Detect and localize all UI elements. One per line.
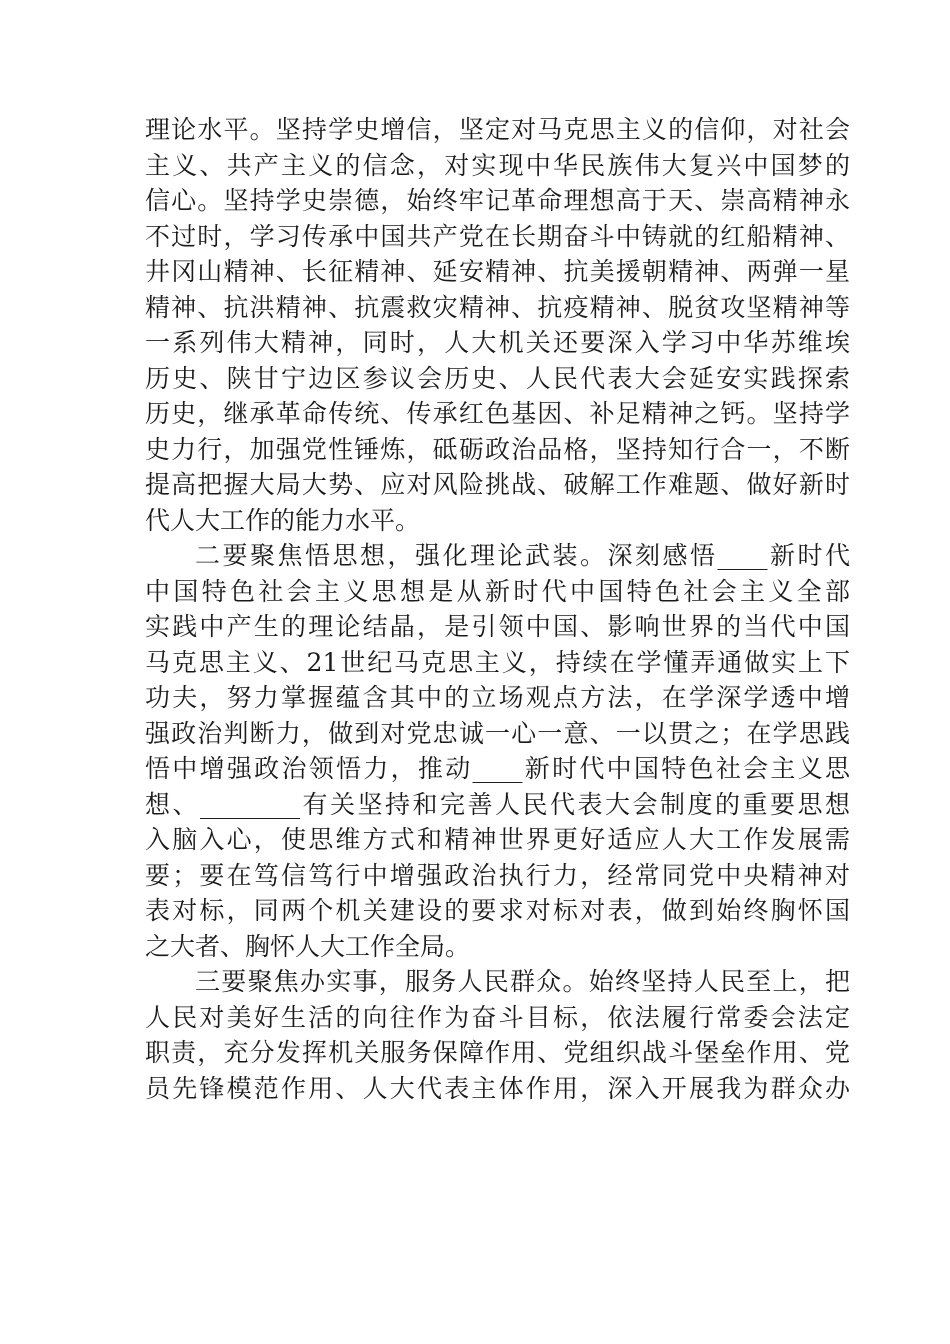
body-text	[145, 112, 850, 1106]
text-line: 一系列伟大精神，同时，人大机关还要深入学习中华苏维埃	[145, 328, 850, 357]
text-line: 理论水平。坚持学史增信，坚定对马克思主义的信仰，对社会	[145, 115, 850, 144]
text-line: 代人大工作的能力水平。	[145, 505, 421, 535]
text-line: 历史，继承革命传统、传承红色基因、补足精神之钙。坚持学	[145, 399, 850, 428]
text-line: 人民对美好生活的向往作为奋斗目标，依法履行常委会法定	[145, 1002, 850, 1032]
text-line: 功夫，努力掌握蕴含其中的立场观点方法，在学深学透中增	[145, 683, 850, 712]
text-line: 提高把握大局大势、应对风险挑战、破解工作难题、做好新时	[145, 470, 850, 499]
text-line: 历史、陕甘宁边区参议会历史、人民代表大会延安实践探索	[145, 363, 850, 393]
text-line: 入脑入心，使思维方式和精神世界更好适应人大工作发展需	[145, 825, 850, 854]
text-line: 要；要在笃信笃行中增强政治执行力，经常同党中央精神对	[145, 860, 850, 890]
text-line: 强政治判断力，做到对党忠诚一心一意、一以贯之；在学思践	[145, 718, 850, 748]
text-line: 井冈山精神、长征精神、延安精神、抗美援朝精神、两弹一星	[145, 257, 850, 286]
text-line: 表对标，同两个机关建设的要求对标对表，做到始终胸怀国	[145, 896, 850, 925]
text-line: 信心。坚持学史崇德，始终牢记革命理想高于天、崇高精神永	[145, 186, 850, 215]
text-line: 想、________有关坚持和完善人民代表大会制度的重要思想	[145, 789, 850, 819]
text-line: 之大者、胸怀人大工作全局。	[145, 931, 471, 961]
text-line: 史力行，加强党性锤炼，砥砺政治品格，坚持知行合一，不断	[145, 434, 850, 464]
text-line: 实践中产生的理论结晶，是引领中国、影响世界的当代中国	[145, 612, 850, 641]
text-line: 中国特色社会主义思想是从新时代中国特色社会主义全部	[145, 576, 850, 606]
text-line: 主义、共产主义的信念，对实现中华民族伟大复兴中国梦的	[145, 150, 850, 180]
text-line: 悟中增强政治领悟力，推动____新时代中国特色社会主义思	[145, 754, 850, 783]
paragraph-start-line: 三要聚焦办实事，服务人民群众。始终坚持人民至上，把	[195, 967, 850, 996]
text-line: 不过时，学习传承中国共产党在长期奋斗中铸就的红船精神、	[145, 221, 850, 251]
text-line: 职责，充分发挥机关服务保障作用、党组织战斗堡垒作用、党	[145, 1038, 850, 1067]
text-line: 精神、抗洪精神、抗震救灾精神、抗疫精神、脱贫攻坚精神等	[145, 292, 850, 322]
paragraph-start-line: 二要聚焦悟思想，强化理论武装。深刻感悟____新时代	[195, 541, 850, 570]
text-line: 员先锋模范作用、人大代表主体作用，深入开展我为群众办	[145, 1073, 850, 1103]
text-line: 马克思主义、21世纪马克思主义，持续在学懂弄通做实上下	[145, 647, 850, 677]
